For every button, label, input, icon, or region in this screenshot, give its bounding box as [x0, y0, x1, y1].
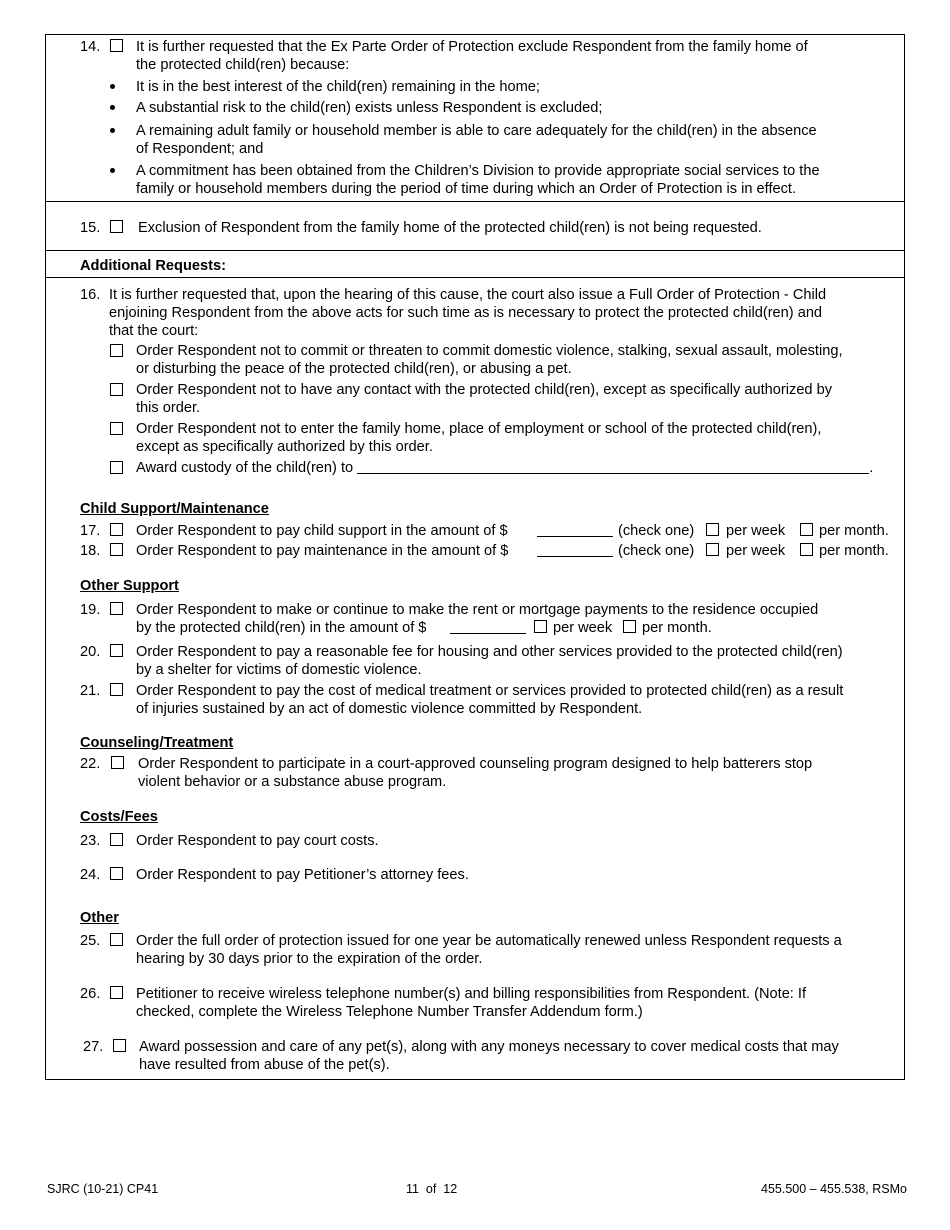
additional-requests-heading: Additional Requests: — [80, 258, 226, 274]
item-14-reason: A remaining adult family or household member is able to care adequately for the child(ren) in the absence — [136, 123, 817, 139]
item-16-text: It is further requested that, upon the hearing of this cause, the court also issue a Full Order of Protection - Child — [109, 287, 827, 303]
item-14-text: It is further requested that the Ex Parte Order of Protection exclude Respondent from the family home of — [136, 39, 808, 55]
item-14-text: the protected child(ren) because: — [136, 57, 350, 73]
custody-checkbox[interactable] — [110, 461, 123, 474]
item-23-checkbox[interactable] — [110, 833, 123, 846]
item-16-option-text: Order Respondent not to commit or threaten to commit domestic violence, stalking, sexual assault, molesting, — [136, 343, 843, 359]
rent-amount-field[interactable] — [450, 619, 526, 634]
item-25-number: 25. — [80, 933, 101, 949]
item-16-option-text: except as specifically authorized by this order. — [136, 439, 433, 455]
costs-heading: Costs/Fees — [80, 809, 158, 825]
bullet-icon — [110, 84, 115, 89]
item-18-number: 18. — [80, 543, 101, 559]
custody-name-field[interactable] — [357, 459, 869, 474]
item-14-reason: of Respondent; and — [136, 141, 264, 157]
item-26-checkbox[interactable] — [110, 986, 123, 999]
item-19-per-month-label: per month. — [642, 620, 712, 636]
item-18-check-one: (check one) — [618, 543, 695, 559]
item-27-checkbox[interactable] — [113, 1039, 126, 1052]
item-23-number: 23. — [80, 833, 101, 849]
item-17-per-week-checkbox[interactable] — [706, 523, 719, 536]
item-27-text: have resulted from abuse of the pet(s). — [139, 1057, 390, 1073]
item-20-text: by a shelter for victims of domestic violence. — [136, 662, 422, 678]
item-23-text: Order Respondent to pay court costs. — [136, 833, 379, 849]
item-22-text: Order Respondent to participate in a court-approved counseling program designed to help batterers stop — [138, 756, 813, 772]
custody-line — [136, 459, 873, 477]
item-21-text: Order Respondent to pay the cost of medical treatment or services provided to protected child(ren) as a result — [136, 683, 844, 699]
item-14-reason: A commitment has been obtained from the Children’s Division to provide appropriate social services to the — [136, 163, 820, 179]
item-25-text: Order the full order of protection issued for one year be automatically renewed unless Respondent requests a — [136, 933, 842, 949]
item-16-option-checkbox[interactable] — [110, 344, 123, 357]
item-15-checkbox[interactable] — [110, 220, 123, 233]
other-support-heading: Other Support — [80, 578, 179, 594]
item-26-number: 26. — [80, 986, 101, 1002]
item-15-number: 15. — [80, 220, 101, 236]
footer-page-number: 11 of 12 — [406, 1182, 458, 1196]
item-25-text: hearing by 30 days prior to the expiration of the order. — [136, 951, 483, 967]
item-16-option-text: Order Respondent not to have any contact with the protected child(ren), except as specifically authorized by — [136, 382, 833, 398]
item-18-per-month-checkbox[interactable] — [800, 543, 813, 556]
custody-end: . — [869, 460, 874, 476]
item-22-number: 22. — [80, 756, 101, 772]
item-24-number: 24. — [80, 867, 101, 883]
item-16-number: 16. — [80, 287, 101, 303]
item-17-checkbox[interactable] — [110, 523, 123, 536]
item-14-checkbox[interactable] — [110, 39, 123, 52]
item-15-text: Exclusion of Respondent from the family home of the protected child(ren) is not being requested. — [138, 220, 762, 236]
maintenance-amount-field[interactable] — [537, 542, 613, 557]
item-20-number: 20. — [80, 644, 101, 660]
item-19-checkbox[interactable] — [110, 602, 123, 615]
footer-form-id: SJRC (10-21) CP41 — [47, 1182, 159, 1196]
item-24-checkbox[interactable] — [110, 867, 123, 880]
item-14-reason: A substantial risk to the child(ren) exists unless Respondent is excluded; — [136, 100, 603, 116]
section-divider — [45, 277, 905, 278]
item-22-text: violent behavior or a substance abuse program. — [138, 774, 447, 790]
other-heading: Other — [80, 910, 119, 926]
item-19-per-week-checkbox[interactable] — [534, 620, 547, 633]
item-17-per-week-label: per week — [726, 523, 786, 539]
item-16-text: that the court: — [109, 323, 199, 339]
item-14-reason: It is in the best interest of the child(ren) remaining in the home; — [136, 79, 540, 95]
item-17-per-month-label: per month. — [819, 523, 889, 539]
item-22-checkbox[interactable] — [111, 756, 124, 769]
child-support-heading: Child Support/Maintenance — [80, 501, 269, 517]
item-27-text: Award possession and care of any pet(s), along with any moneys necessary to cover medical costs that may — [139, 1039, 839, 1055]
item-21-number: 21. — [80, 683, 101, 699]
item-27-number: 27. — [83, 1039, 104, 1055]
item-18-per-week-label: per week — [726, 543, 786, 559]
custody-label: Award custody of the child(ren) to — [136, 460, 354, 476]
bullet-icon — [110, 168, 115, 173]
item-25-checkbox[interactable] — [110, 933, 123, 946]
item-19-number: 19. — [80, 602, 101, 618]
item-21-checkbox[interactable] — [110, 683, 123, 696]
item-16-option-checkbox[interactable] — [110, 422, 123, 435]
item-24-text: Order Respondent to pay Petitioner’s attorney fees. — [136, 867, 469, 883]
item-18-per-month-label: per month. — [819, 543, 889, 559]
item-17-number: 17. — [80, 523, 101, 539]
item-14-reason: family or household members during the period of time during which an Order of Protection is in effect. — [136, 181, 797, 197]
counseling-heading: Counseling/Treatment — [80, 735, 234, 751]
item-16-option-text: Order Respondent not to enter the family home, place of employment or school of the protected child(ren), — [136, 421, 822, 437]
item-16-option-text: this order. — [136, 400, 201, 416]
item-21-text: of injuries sustained by an act of domestic violence committed by Respondent. — [136, 701, 643, 717]
item-14-number: 14. — [80, 39, 101, 55]
item-17-check-one: (check one) — [618, 523, 695, 539]
item-16-option-text: or disturbing the peace of the protected child(ren), or abusing a pet. — [136, 361, 572, 377]
item-18-checkbox[interactable] — [110, 543, 123, 556]
bullet-icon — [110, 128, 115, 133]
item-16-text: enjoining Respondent from the above acts for such time as is necessary to protect the protected child(ren) and — [109, 305, 823, 321]
child-support-amount-field[interactable] — [537, 522, 613, 537]
bullet-icon — [110, 105, 115, 110]
item-19-per-week-label: per week — [553, 620, 613, 636]
item-17-text: Order Respondent to pay child support in the amount of $ — [136, 523, 508, 539]
section-divider — [45, 201, 905, 202]
item-19-text: by the protected child(ren) in the amount of $ — [136, 620, 427, 636]
item-18-text: Order Respondent to pay maintenance in the amount of $ — [136, 543, 509, 559]
item-19-text: Order Respondent to make or continue to make the rent or mortgage payments to the residence occupied — [136, 602, 819, 618]
item-26-text: Petitioner to receive wireless telephone number(s) and billing responsibilities from Respondent. (Note: If — [136, 986, 807, 1002]
section-divider — [45, 250, 905, 251]
item-26-text: checked, complete the Wireless Telephone Number Transfer Addendum form.) — [136, 1004, 643, 1020]
item-17-per-month-checkbox[interactable] — [800, 523, 813, 536]
item-18-per-week-checkbox[interactable] — [706, 543, 719, 556]
item-16-option-checkbox[interactable] — [110, 383, 123, 396]
item-20-text: Order Respondent to pay a reasonable fee for housing and other services provided to the protected child(ren) — [136, 644, 843, 660]
item-19-per-month-checkbox[interactable] — [623, 620, 636, 633]
footer-statute: 455.500 – 455.538, RSMo — [761, 1182, 907, 1196]
item-20-checkbox[interactable] — [110, 644, 123, 657]
